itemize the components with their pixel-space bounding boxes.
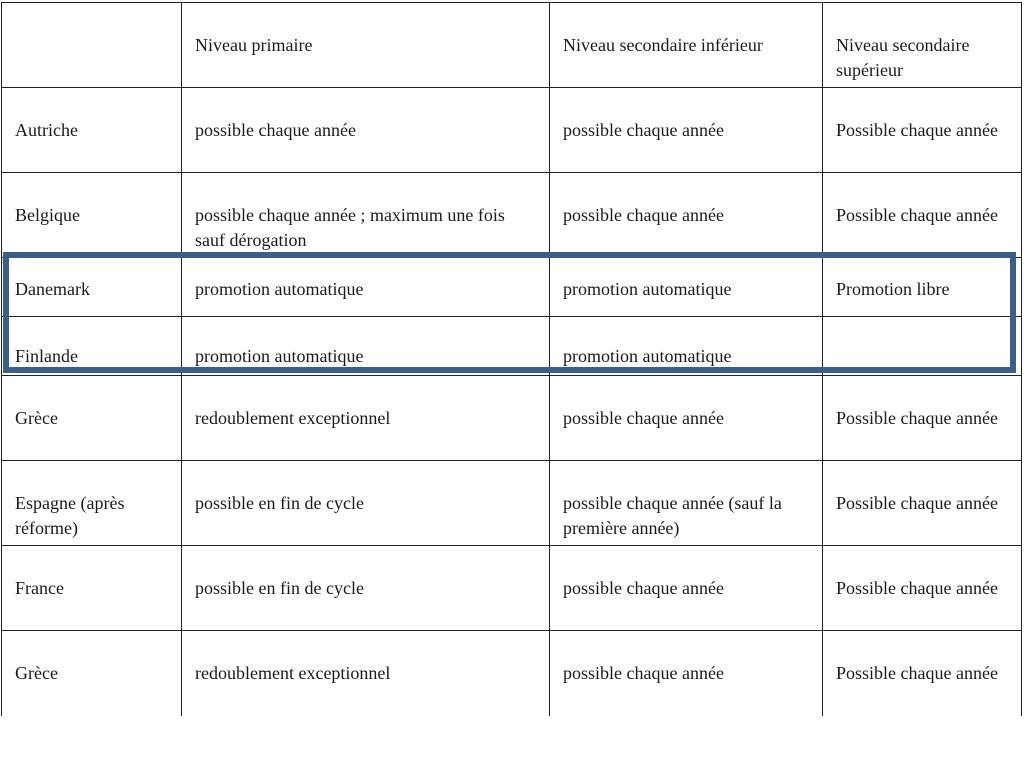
table-row <box>2 317 1022 376</box>
table-row <box>2 546 1022 631</box>
secondaire-inferieur-cell: possible chaque année <box>550 631 823 716</box>
secondaire-inferieur-cell: possible chaque année (sauf la première année) <box>550 461 823 546</box>
country-cell: France <box>2 546 182 631</box>
table-row <box>2 88 1022 173</box>
repetition-policy-table-wrapper <box>1 2 1021 716</box>
secondaire-inferieur-cell: possible chaque année <box>550 88 823 173</box>
table-row <box>2 258 1022 317</box>
secondaire-inferieur-cell: promotion automatique <box>550 258 823 317</box>
primaire-cell: redoublement exceptionnel <box>182 376 550 461</box>
country-cell: Autriche <box>2 88 182 173</box>
secondaire-superieur-cell: Possible chaque année <box>823 546 1022 631</box>
table-row <box>2 631 1022 716</box>
primaire-cell: redoublement exceptionnel <box>182 631 550 716</box>
secondaire-inferieur-cell: possible chaque année <box>550 546 823 631</box>
secondaire-superieur-cell <box>823 317 1022 376</box>
country-cell: Finlande <box>2 317 182 376</box>
header-cell-primaire: Niveau primaire <box>182 3 550 88</box>
secondaire-superieur-cell: Promotion libre <box>823 258 1022 317</box>
primaire-cell: promotion automatique <box>182 317 550 376</box>
secondaire-inferieur-cell: possible chaque année <box>550 376 823 461</box>
primaire-cell: possible chaque année <box>182 88 550 173</box>
country-cell: Espagne (après réforme) <box>2 461 182 546</box>
table-row <box>2 461 1022 546</box>
secondaire-superieur-cell: Possible chaque année <box>823 631 1022 716</box>
table-row <box>2 376 1022 461</box>
country-cell: Belgique <box>2 173 182 258</box>
header-cell-secondaire-inferieur: Niveau secondaire inférieur <box>550 3 823 88</box>
primaire-cell: possible chaque année ; maximum une fois sauf dérogation <box>182 173 550 258</box>
secondaire-superieur-cell: Possible chaque année <box>823 376 1022 461</box>
primaire-cell: possible en fin de cycle <box>182 461 550 546</box>
country-cell: Danemark <box>2 258 182 317</box>
secondaire-inferieur-cell: possible chaque année <box>550 173 823 258</box>
primaire-cell: possible en fin de cycle <box>182 546 550 631</box>
country-cell: Grèce <box>2 376 182 461</box>
primaire-cell: promotion automatique <box>182 258 550 317</box>
header-cell-country <box>2 3 182 88</box>
secondaire-superieur-cell: Possible chaque année <box>823 173 1022 258</box>
table-row <box>2 173 1022 258</box>
secondaire-superieur-cell: Possible chaque année <box>823 461 1022 546</box>
country-cell: Grèce <box>2 631 182 716</box>
header-cell-secondaire-superieur: Niveau secondaire supérieur <box>823 3 1022 88</box>
repetition-policy-table <box>1 2 1022 716</box>
secondaire-superieur-cell: Possible chaque année <box>823 88 1022 173</box>
table-header-row <box>2 3 1022 88</box>
secondaire-inferieur-cell: promotion automatique <box>550 317 823 376</box>
